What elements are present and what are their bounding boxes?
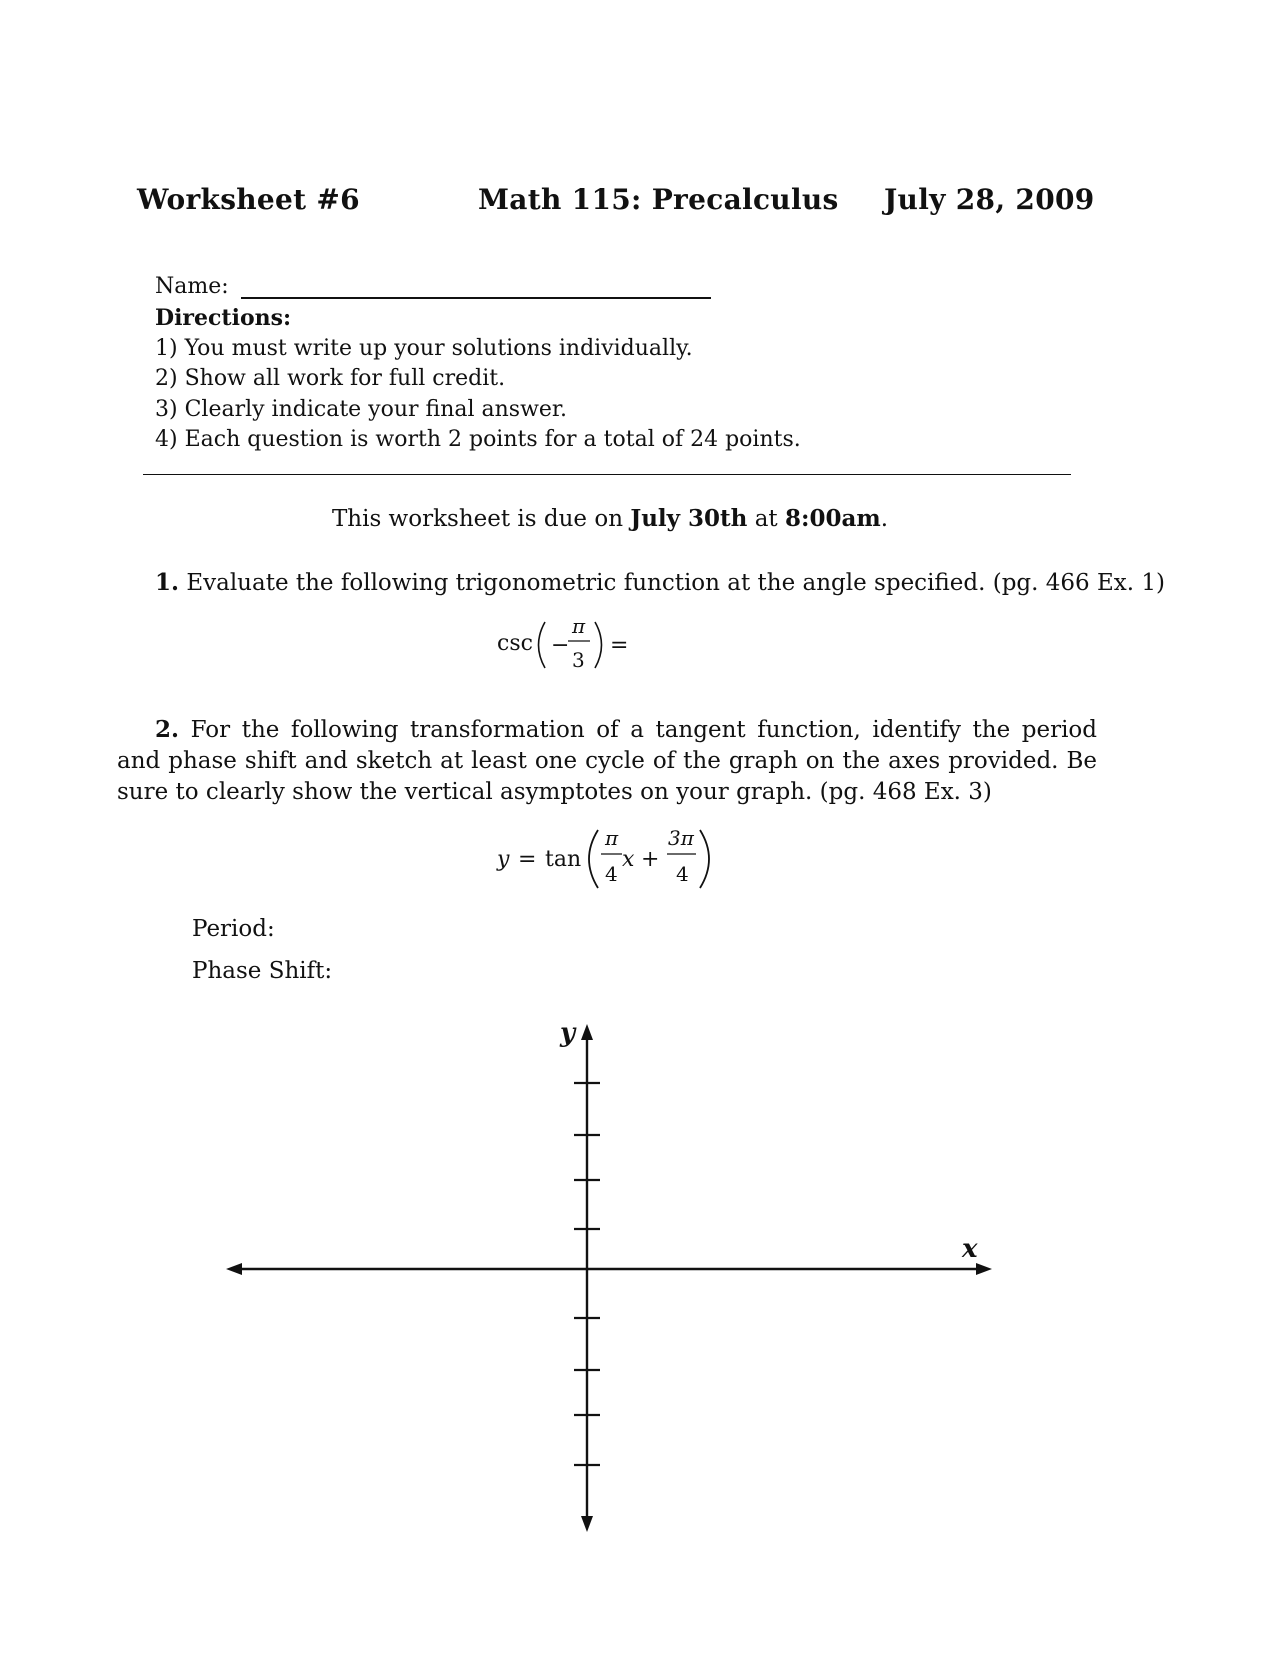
question-text: Evaluate the following trigonometric function at the angle specified. (pg. 466 Ex. 1) (186, 570, 1165, 596)
header-date: July 28, 2009 (884, 183, 1095, 216)
q2-frac1-num: π (605, 826, 619, 850)
direction-item: 3) Clearly indicate your final answer. (155, 396, 568, 422)
phase-shift-label: Phase Shift: (192, 958, 333, 984)
q2-frac1-den: 4 (605, 862, 618, 886)
worksheet-title: Worksheet #6 (137, 183, 360, 216)
direction-item: 1) You must write up your solutions individually. (155, 335, 693, 361)
course-title: Math 115: Precalculus (478, 183, 839, 216)
direction-item: 4) Each question is worth 2 points for a total of 24 points. (155, 427, 801, 452)
q2-plus: + (641, 847, 660, 872)
q2-lhs: y (497, 847, 510, 872)
x-axis-left-arrow (226, 1263, 242, 1275)
x-axis-right-arrow (976, 1263, 992, 1275)
directions-title: Directions: (155, 305, 292, 331)
direction-item: 2) Show all work for full credit. (155, 366, 506, 391)
y-axis-label: y (560, 1018, 576, 1048)
q2-var: x (622, 847, 635, 872)
q2-frac2-num: 3π (668, 826, 694, 850)
due-time: 8:00am (785, 505, 881, 532)
question-number: 1. (155, 569, 180, 596)
name-label: Name: (155, 274, 229, 299)
q1-equals: = (610, 633, 629, 658)
due-mid: at (754, 506, 778, 532)
q1-func: csc (497, 631, 533, 656)
q2-equals: = (518, 847, 537, 872)
due-suffix: . (880, 506, 889, 532)
question-number: 2. (155, 716, 180, 743)
q1-sign: − (551, 633, 570, 658)
q2-frac2-den: 4 (676, 862, 689, 886)
y-axis-down-arrow (581, 1516, 593, 1532)
y-axis-up-arrow (581, 1024, 593, 1040)
q1-numerator: π (572, 614, 586, 638)
question-text: For the following transformation of a tangent function, identify the period and phase shift and sketch at least one cycle of the graph on the axes provided. Be sure to clearly show the vertical asymptotes on your graph. (pg. 468 Ex. 3) (117, 717, 1098, 805)
x-axis-label: x (962, 1234, 978, 1264)
period-label: Period: (192, 916, 275, 942)
due-date: July 30th (630, 505, 748, 532)
q2-func: tan (545, 847, 582, 872)
due-prefix: This worksheet is due on (331, 506, 624, 532)
q1-denominator: 3 (572, 648, 585, 672)
